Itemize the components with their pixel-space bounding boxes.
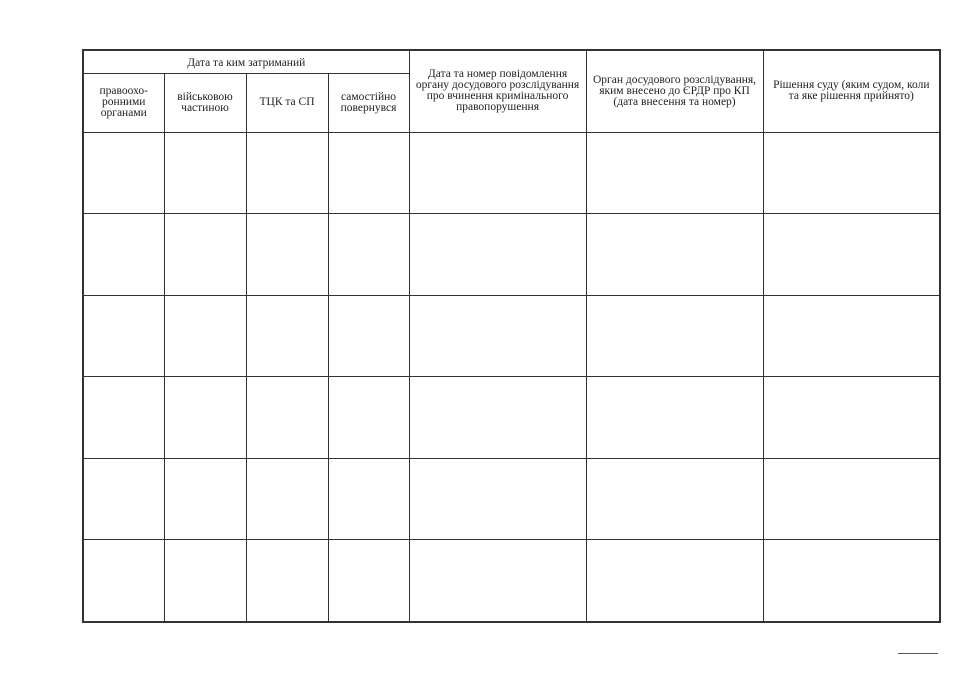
table-cell[interactable] <box>409 458 586 540</box>
notice-column-label: Дата та номер повідомлення органу досудового розслідування про вчинення кримінального правопорушення <box>415 68 580 114</box>
military-unit-label: військовою частиною <box>177 90 233 114</box>
court-column-header <box>763 50 940 132</box>
investigation-column-header <box>586 50 763 132</box>
law-enforcement-column-header <box>83 73 164 132</box>
table-cell[interactable] <box>83 458 164 540</box>
table-cell[interactable] <box>83 132 164 214</box>
tck-label: ТЦК та СП <box>259 96 315 108</box>
table-cell[interactable] <box>409 132 586 214</box>
table-cell[interactable] <box>763 295 940 377</box>
table-cell[interactable] <box>763 132 940 214</box>
table-cell[interactable] <box>328 295 409 377</box>
table-cell[interactable] <box>246 540 328 622</box>
table-cell[interactable] <box>586 540 763 622</box>
table-row <box>83 540 940 622</box>
court-column-label: Рішення суду (яким судом, коли та яке рішення прийнято) <box>773 79 930 103</box>
table-cell[interactable] <box>246 132 328 214</box>
page-number-line <box>898 653 938 654</box>
table-body <box>83 132 940 622</box>
table-cell[interactable] <box>763 540 940 622</box>
table-row <box>83 377 940 459</box>
table-cell[interactable] <box>246 377 328 459</box>
table-cell[interactable] <box>164 377 246 459</box>
table-cell[interactable] <box>586 295 763 377</box>
table-cell[interactable] <box>328 132 409 214</box>
table-cell[interactable] <box>164 132 246 214</box>
table-row <box>83 132 940 214</box>
table-cell[interactable] <box>586 214 763 296</box>
self-returned-column-header <box>328 73 409 132</box>
detained-by-group-header: Дата та ким затриманий <box>83 50 409 73</box>
table-cell[interactable] <box>586 132 763 214</box>
table-row <box>83 214 940 296</box>
table-cell[interactable] <box>586 458 763 540</box>
table-cell[interactable] <box>164 458 246 540</box>
self-returned-label: самостійно повернувся <box>340 90 397 114</box>
table-cell[interactable] <box>83 214 164 296</box>
table-cell[interactable] <box>246 458 328 540</box>
military-unit-column-header <box>164 73 246 132</box>
table-cell[interactable] <box>586 377 763 459</box>
tck-column-header <box>246 73 328 132</box>
law-enforcement-label: правоохо- ронними органами <box>99 85 148 119</box>
table-cell[interactable] <box>409 540 586 622</box>
table-cell[interactable] <box>409 214 586 296</box>
table-cell[interactable] <box>328 214 409 296</box>
table-cell[interactable] <box>164 295 246 377</box>
table-cell[interactable] <box>164 540 246 622</box>
table-cell[interactable] <box>164 214 246 296</box>
table-cell[interactable] <box>246 295 328 377</box>
table-cell[interactable] <box>409 377 586 459</box>
notice-column-header <box>409 50 586 132</box>
table-row <box>83 295 940 377</box>
table-cell[interactable] <box>328 540 409 622</box>
table-cell[interactable] <box>763 458 940 540</box>
table-cell[interactable] <box>83 295 164 377</box>
detention-record-table <box>82 49 941 623</box>
table-cell[interactable] <box>328 377 409 459</box>
table-row <box>83 458 940 540</box>
table-cell[interactable] <box>409 295 586 377</box>
table-cell[interactable] <box>763 377 940 459</box>
investigation-column-label: Орган досудового розслідування, яким внесено до ЄРДР про КП (дата внесення та номер) <box>592 73 757 108</box>
table-cell[interactable] <box>246 214 328 296</box>
table-cell[interactable] <box>328 458 409 540</box>
table-cell[interactable] <box>83 540 164 622</box>
table-cell[interactable] <box>763 214 940 296</box>
table-cell[interactable] <box>83 377 164 459</box>
